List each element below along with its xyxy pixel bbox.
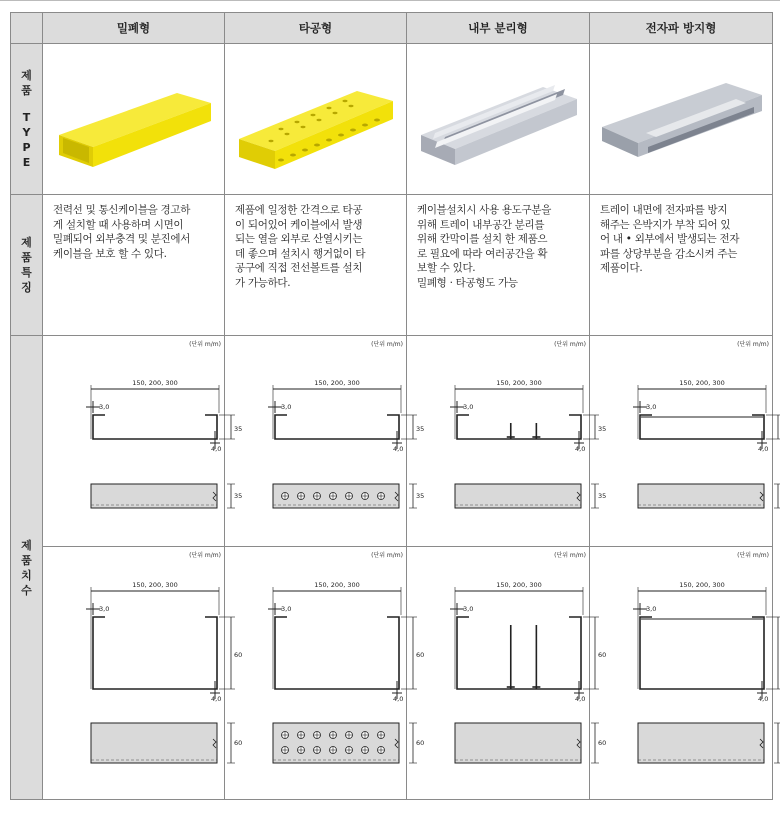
side-height-label: 60 — [234, 739, 243, 747]
dim-perforated-35 — [225, 336, 425, 547]
feature-line: 제품이다. — [600, 262, 643, 274]
height-label: 60 — [234, 651, 243, 659]
side-view-rect — [91, 484, 217, 508]
width-label: 150, 200, 300 — [314, 379, 360, 387]
label-char: 수 — [21, 583, 32, 597]
thickness-label: 3,0 — [646, 403, 657, 411]
row-label-features — [11, 195, 43, 336]
side-view-rect — [91, 723, 217, 763]
unit-note: (단위 m/m) — [554, 341, 586, 348]
dim-drawing — [225, 336, 425, 546]
lip-label: 4,0 — [211, 695, 222, 703]
unit-note: (단위 m/m) — [371, 341, 403, 348]
side-view-rect — [638, 484, 764, 508]
features-row — [11, 195, 773, 336]
image-sealed-tray — [43, 44, 225, 195]
tray-profile — [93, 415, 217, 439]
label-char: 품 — [21, 251, 32, 264]
thickness-label: 3,0 — [281, 605, 292, 613]
sealed-tray-illustration — [49, 57, 219, 177]
side-height-label: 35 — [234, 492, 243, 500]
height-label: 35 — [234, 425, 243, 433]
label-char: 제 — [21, 69, 32, 82]
feature-line: 가 가능하다. — [235, 276, 291, 289]
label-char: 치 — [21, 568, 32, 582]
feature-line: 트레이 내면에 전자파를 방지 — [600, 204, 728, 216]
lip-label: 4,0 — [575, 695, 586, 703]
width-label: 150, 200, 300 — [679, 581, 725, 589]
feature-line: 밀폐형 · 타공형도 가능 — [417, 276, 518, 289]
label-char: 특 — [21, 266, 32, 279]
side-height-label: 35 — [416, 492, 425, 500]
side-view-rect — [638, 723, 764, 763]
label-spacer — [11, 98, 42, 110]
col-header-divided: 내부 분리형 — [407, 13, 590, 44]
thickness-label: 3,0 — [463, 605, 474, 613]
lip-label: 4,0 — [758, 445, 769, 453]
height-label: 60 — [598, 651, 607, 659]
feature-line: 이 되어있어 케이블에서 발생 — [235, 218, 363, 231]
unit-note: (단위 m/m) — [189, 341, 221, 348]
side-height-label: 60 — [598, 739, 607, 747]
label-char: P — [22, 141, 31, 154]
feature-divided — [407, 195, 590, 336]
col-header-perforated: 타공형 — [225, 13, 407, 44]
thickness-label: 3,0 — [99, 403, 110, 411]
dim-drawing — [407, 336, 607, 546]
height-label: 35 — [416, 425, 425, 433]
side-view-rect — [455, 723, 581, 763]
height-label: 60 — [416, 651, 425, 659]
feature-line: 위해 트레이 내부공간 분리를 — [417, 218, 545, 231]
tray-profile — [275, 617, 399, 689]
top-rule — [0, 0, 780, 11]
feature-line: 보할 수 있다. — [417, 262, 476, 274]
lip-label: 4,0 — [393, 695, 404, 703]
unit-note: (단위 m/m) — [737, 341, 769, 348]
product-spec-table — [10, 12, 773, 800]
dim-emi-35 — [590, 336, 773, 547]
lip-label: 4,0 — [758, 695, 769, 703]
width-label: 150, 200, 300 — [496, 379, 542, 387]
label-char: 제 — [21, 538, 32, 552]
lip-label: 4,0 — [575, 445, 586, 453]
image-perforated-tray — [225, 44, 407, 195]
row-label-type — [11, 44, 43, 195]
dim-sealed-60 — [43, 547, 243, 800]
feature-perforated — [225, 195, 407, 336]
width-label: 150, 200, 300 — [132, 379, 178, 387]
width-label: 150, 200, 300 — [679, 379, 725, 387]
thickness-label: 3,0 — [463, 403, 474, 411]
dim-perforated-60 — [225, 547, 425, 800]
width-label: 150, 200, 300 — [314, 581, 360, 589]
dims-row-60 — [11, 547, 773, 800]
feature-line: 전력선 및 통신케이블을 경고하 — [53, 204, 191, 216]
row-label-dimensions — [11, 336, 43, 800]
label-char: 제 — [21, 236, 32, 249]
lip-label: 4,0 — [211, 445, 222, 453]
feature-line: 파를 상당부분을 감소시켜 주는 — [600, 247, 738, 260]
thickness-label: 3,0 — [646, 605, 657, 613]
dim-drawing — [225, 547, 425, 799]
feature-sealed — [43, 195, 225, 336]
emi-tray-illustration — [596, 57, 766, 177]
feature-line: 제품에 일정한 간격으로 타공 — [235, 204, 363, 216]
unit-note: (단위 m/m) — [737, 552, 769, 559]
side-view-rect — [273, 723, 399, 763]
width-label: 150, 200, 300 — [496, 581, 542, 589]
label-char: 품 — [21, 553, 32, 567]
height-label: 35 — [598, 425, 607, 433]
lip-label: 4,0 — [393, 445, 404, 453]
width-label: 150, 200, 300 — [132, 581, 178, 589]
type-row — [11, 44, 773, 195]
dim-emi-60 — [590, 547, 773, 800]
dim-sealed-35 — [43, 336, 243, 547]
label-char: 품 — [21, 84, 32, 97]
side-view-rect — [455, 484, 581, 508]
thickness-label: 3,0 — [281, 403, 292, 411]
feature-line: 해주는 은박지가 부착 되어 있 — [600, 218, 731, 231]
thickness-label: 3,0 — [99, 605, 110, 613]
tray-profile — [640, 617, 764, 689]
feature-line: 공구에 직접 전선볼트를 설치 — [235, 262, 363, 274]
tray-profile — [93, 617, 217, 689]
feature-line: 밀폐되어 외부충격 및 분진에서 — [53, 233, 191, 245]
feature-line: 케이블설치시 사용 용도구분을 — [417, 204, 552, 216]
side-height-label: 35 — [598, 492, 607, 500]
label-char: Y — [22, 126, 31, 139]
tray-profile — [275, 415, 399, 439]
label-char: E — [22, 156, 31, 169]
col-header-sealed: 밀폐형 — [43, 13, 225, 44]
image-divided-tray — [407, 44, 590, 195]
feature-line: 어 내 • 외부에서 발생되는 전자 — [600, 233, 740, 245]
dim-drawing — [43, 547, 243, 799]
side-height-label: 60 — [416, 739, 425, 747]
dim-drawing — [407, 547, 607, 799]
dims-row-35 — [11, 336, 773, 547]
feature-line: 케이블을 보호 할 수 있다. — [53, 247, 167, 260]
feature-emi — [590, 195, 773, 336]
header-corner — [11, 13, 43, 44]
unit-note: (단위 m/m) — [371, 552, 403, 559]
dim-drawing — [43, 336, 243, 546]
feature-line: 데 좋으며 설치시 행거없이 타 — [235, 247, 366, 260]
feature-line: 위해 칸막이를 설치 한 제품으 — [417, 233, 548, 245]
dim-drawing — [590, 547, 773, 799]
feature-line: 되는 열을 외부로 산열시키는 — [235, 233, 363, 245]
tray-profile — [457, 617, 581, 689]
dim-divided-60 — [407, 547, 607, 800]
dim-divided-35 — [407, 336, 607, 547]
tray-profile — [457, 415, 581, 439]
feature-line: 로 필요에 따라 여러공간을 확 — [417, 247, 548, 260]
col-header-emi: 전자파 방지형 — [590, 13, 773, 44]
perforated-tray-illustration — [231, 57, 401, 177]
tray-profile — [640, 415, 764, 439]
header-row — [11, 13, 773, 44]
image-emi-tray — [590, 44, 773, 195]
feature-line: 게 설치할 때 사용하며 시면이 — [53, 218, 184, 231]
divided-tray-illustration — [413, 57, 583, 177]
label-char: 징 — [21, 281, 32, 294]
dim-drawing — [590, 336, 773, 546]
unit-note: (단위 m/m) — [554, 552, 586, 559]
label-char: T — [22, 111, 31, 124]
unit-note: (단위 m/m) — [189, 552, 221, 559]
